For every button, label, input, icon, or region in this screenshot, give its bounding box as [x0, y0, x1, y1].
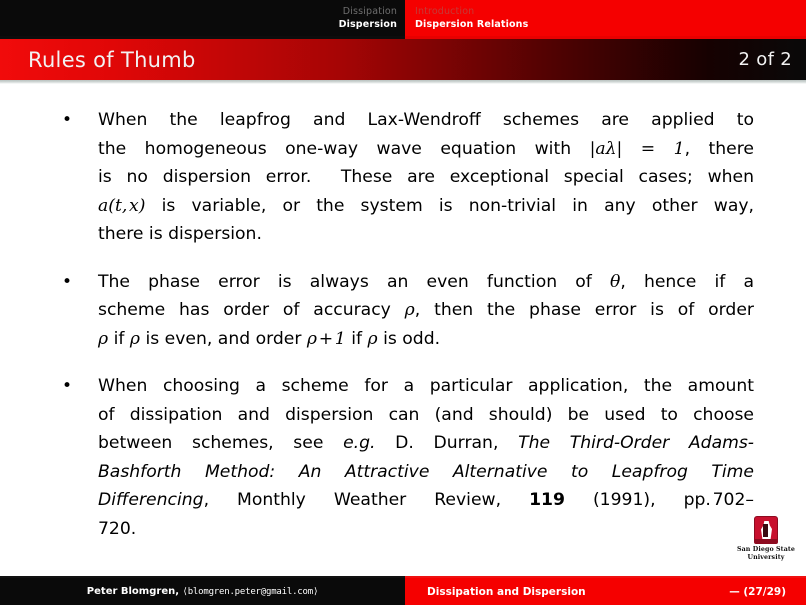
footer-author-name: Peter Blomgren, [86, 586, 180, 597]
slide-content [0, 92, 806, 570]
footer-author-block [0, 578, 405, 605]
nav-item-dispersion[interactable]: Dispersion [338, 19, 397, 30]
slide-title-bar [0, 39, 806, 80]
sdsu-logo-line2: University [747, 553, 785, 561]
bullet-marker: • [62, 376, 73, 396]
list-item [52, 372, 754, 543]
crest-band [755, 539, 777, 543]
top-navigation-bar [0, 0, 806, 36]
list-item [52, 106, 754, 249]
footer-page-number: — (27/29) [729, 585, 786, 598]
bullet-text-3: When choosing a scheme for a particular application, the amount of dissipation and dispersion can (and should) be used to choose between schemes, see e.g. D. Durran, The Third-Order Adams- Bashforth Method: An Attractive Alternative to Leapfrog Time Differencing, Monthly Weather Review, 119 (1991), pp. 702– 720. [98, 376, 755, 539]
nav-group-dissipation[interactable] [305, 0, 405, 36]
bullet-text-1: When the leapfrog and Lax-Wendroff schemes are applied to the homogeneous one-way wave equation with |aλ| = 1, there is no dispersion error. These are exceptional special cases; when a(t, x) is variable, or the system is non-trivial in any other way, there is dispersion. [98, 110, 754, 244]
nav-item-introduction[interactable]: Introduction [415, 6, 475, 17]
sdsu-logo-line1: San Diego State [736, 546, 795, 553]
footer-subject-block [405, 578, 806, 605]
page-title: Rules of Thumb [28, 47, 196, 72]
bullet-marker: • [62, 110, 73, 130]
sdsu-logo [735, 516, 797, 568]
sdsu-logo-text [735, 546, 797, 561]
nav-item-dissipation[interactable]: Dissipation [342, 6, 397, 17]
slide-counter: 2 of 2 [738, 49, 792, 70]
sdsu-crest-icon [754, 516, 778, 544]
bullet-text-2: The phase error is always an even function of θ, hence if a scheme has order of accuracy ρ, then the phase error is of order ρ if ρ is even, and order ρ + 1 if ρ is odd. [98, 271, 754, 349]
slide-footer [0, 578, 806, 605]
nav-group-dispersion-relations[interactable] [405, 0, 806, 36]
bullet-marker: • [62, 271, 73, 292]
nav-item-dispersion-relations[interactable]: Dispersion Relations [415, 19, 529, 30]
footer-author-email: ⟨blomgren.peter@gmail.com⟩ [182, 586, 319, 597]
title-bar-shadow [0, 80, 806, 84]
footer-subject: Dissipation and Dispersion [427, 585, 586, 598]
nav-left-spacer [0, 0, 305, 36]
list-item [52, 268, 754, 354]
crest-figure-detail [763, 524, 768, 537]
